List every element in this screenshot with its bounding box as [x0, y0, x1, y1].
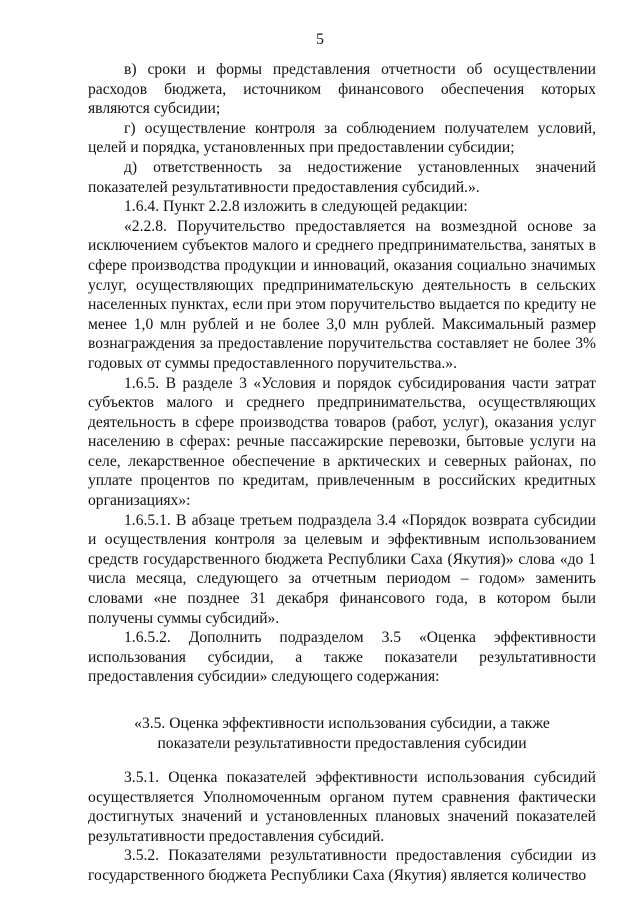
- section-heading-line: показатели результативности предоставления субсидии: [157, 735, 527, 752]
- paragraph: г) осуществление контроля за соблюдением получателем условий, целей и порядка, установленных при предоставлении субсидии;: [88, 119, 596, 157]
- paragraph: в) сроки и формы представления отчетности об осуществлении расходов бюджета, источником финансового обеспечения которых являются субсидии;: [88, 61, 596, 118]
- paragraph: 1.6.4. Пункт 2.2.8 изложить в следующей редакции:: [124, 198, 468, 216]
- document-body: [88, 60, 596, 886]
- paragraph: 3.5.2. Показателями результативности предоставления субсидии из государственного бюджета Республики Саха (Якутия) является количество: [88, 847, 596, 884]
- paragraph: 1.6.5.2. Дополнить подразделом 3.5 «Оценка эффективности использования субсидии, а также показатели результативности предоставления субсидии» следующего содержания:: [88, 629, 596, 686]
- paragraph: «2.2.8. Поручительство предоставляется на возмездной основе за исключением субъектов малого и среднего предпринимательства, занятых в сфере производства продукции и инноваций, оказания социально значимых услуг, осуществляющих предпринимательскую деятельность в сельских населенных пунктах, если при этом поручительство выдается по кредиту не менее 1,0 млн рублей и не более 3,0 млн рублей. Максимальный размер вознаграждения за предоставление поручительства составляет не более 3% годовых от суммы предоставленного поручительства.».: [88, 217, 596, 372]
- paragraph: 1.6.5.1. В абзаце третьем подраздела 3.4 «Порядок возврата субсидии и осуществления контроля за целевым и эффективным использованием средств государственного бюджета Республики Саха (Якутия)» слова «до 1 числа месяца, следующего за отчетным периодом – годом» заменить словами «не позднее 31 декабря финансового года, в котором были получены суммы субсидий».: [88, 511, 596, 627]
- paragraph: д) ответственность за недостижение установленных значений показателей результативности предоставления субсидий.».: [88, 158, 596, 196]
- section-heading: [88, 714, 596, 754]
- paragraph: 3.5.1. Оценка показателей эффективности использования субсидий осуществляется Уполномоченным органом путем сравнения фактически достигнутых значений и установленных плановых значений показателей результативности предоставления субсидий.: [88, 769, 596, 845]
- page-number: 5: [316, 31, 324, 48]
- section-heading-line: «3.5. Оценка эффективности использования субсидии, а также: [134, 715, 550, 732]
- paragraph: 1.6.5. В разделе 3 «Условия и порядок субсидирования части затрат субъектов малого и среднего предпринимательства, осуществляющих деятельность в сфере производства товаров (работ, услуг), оказания услуг населению в сферах: речные пассажирские перевозки, бытовые услуги на селе, лекарственное обеспечение в арктических и северных районах, по уплате процентов по кредитам, привлеченным в российских кредитных организациях»:: [88, 374, 596, 510]
